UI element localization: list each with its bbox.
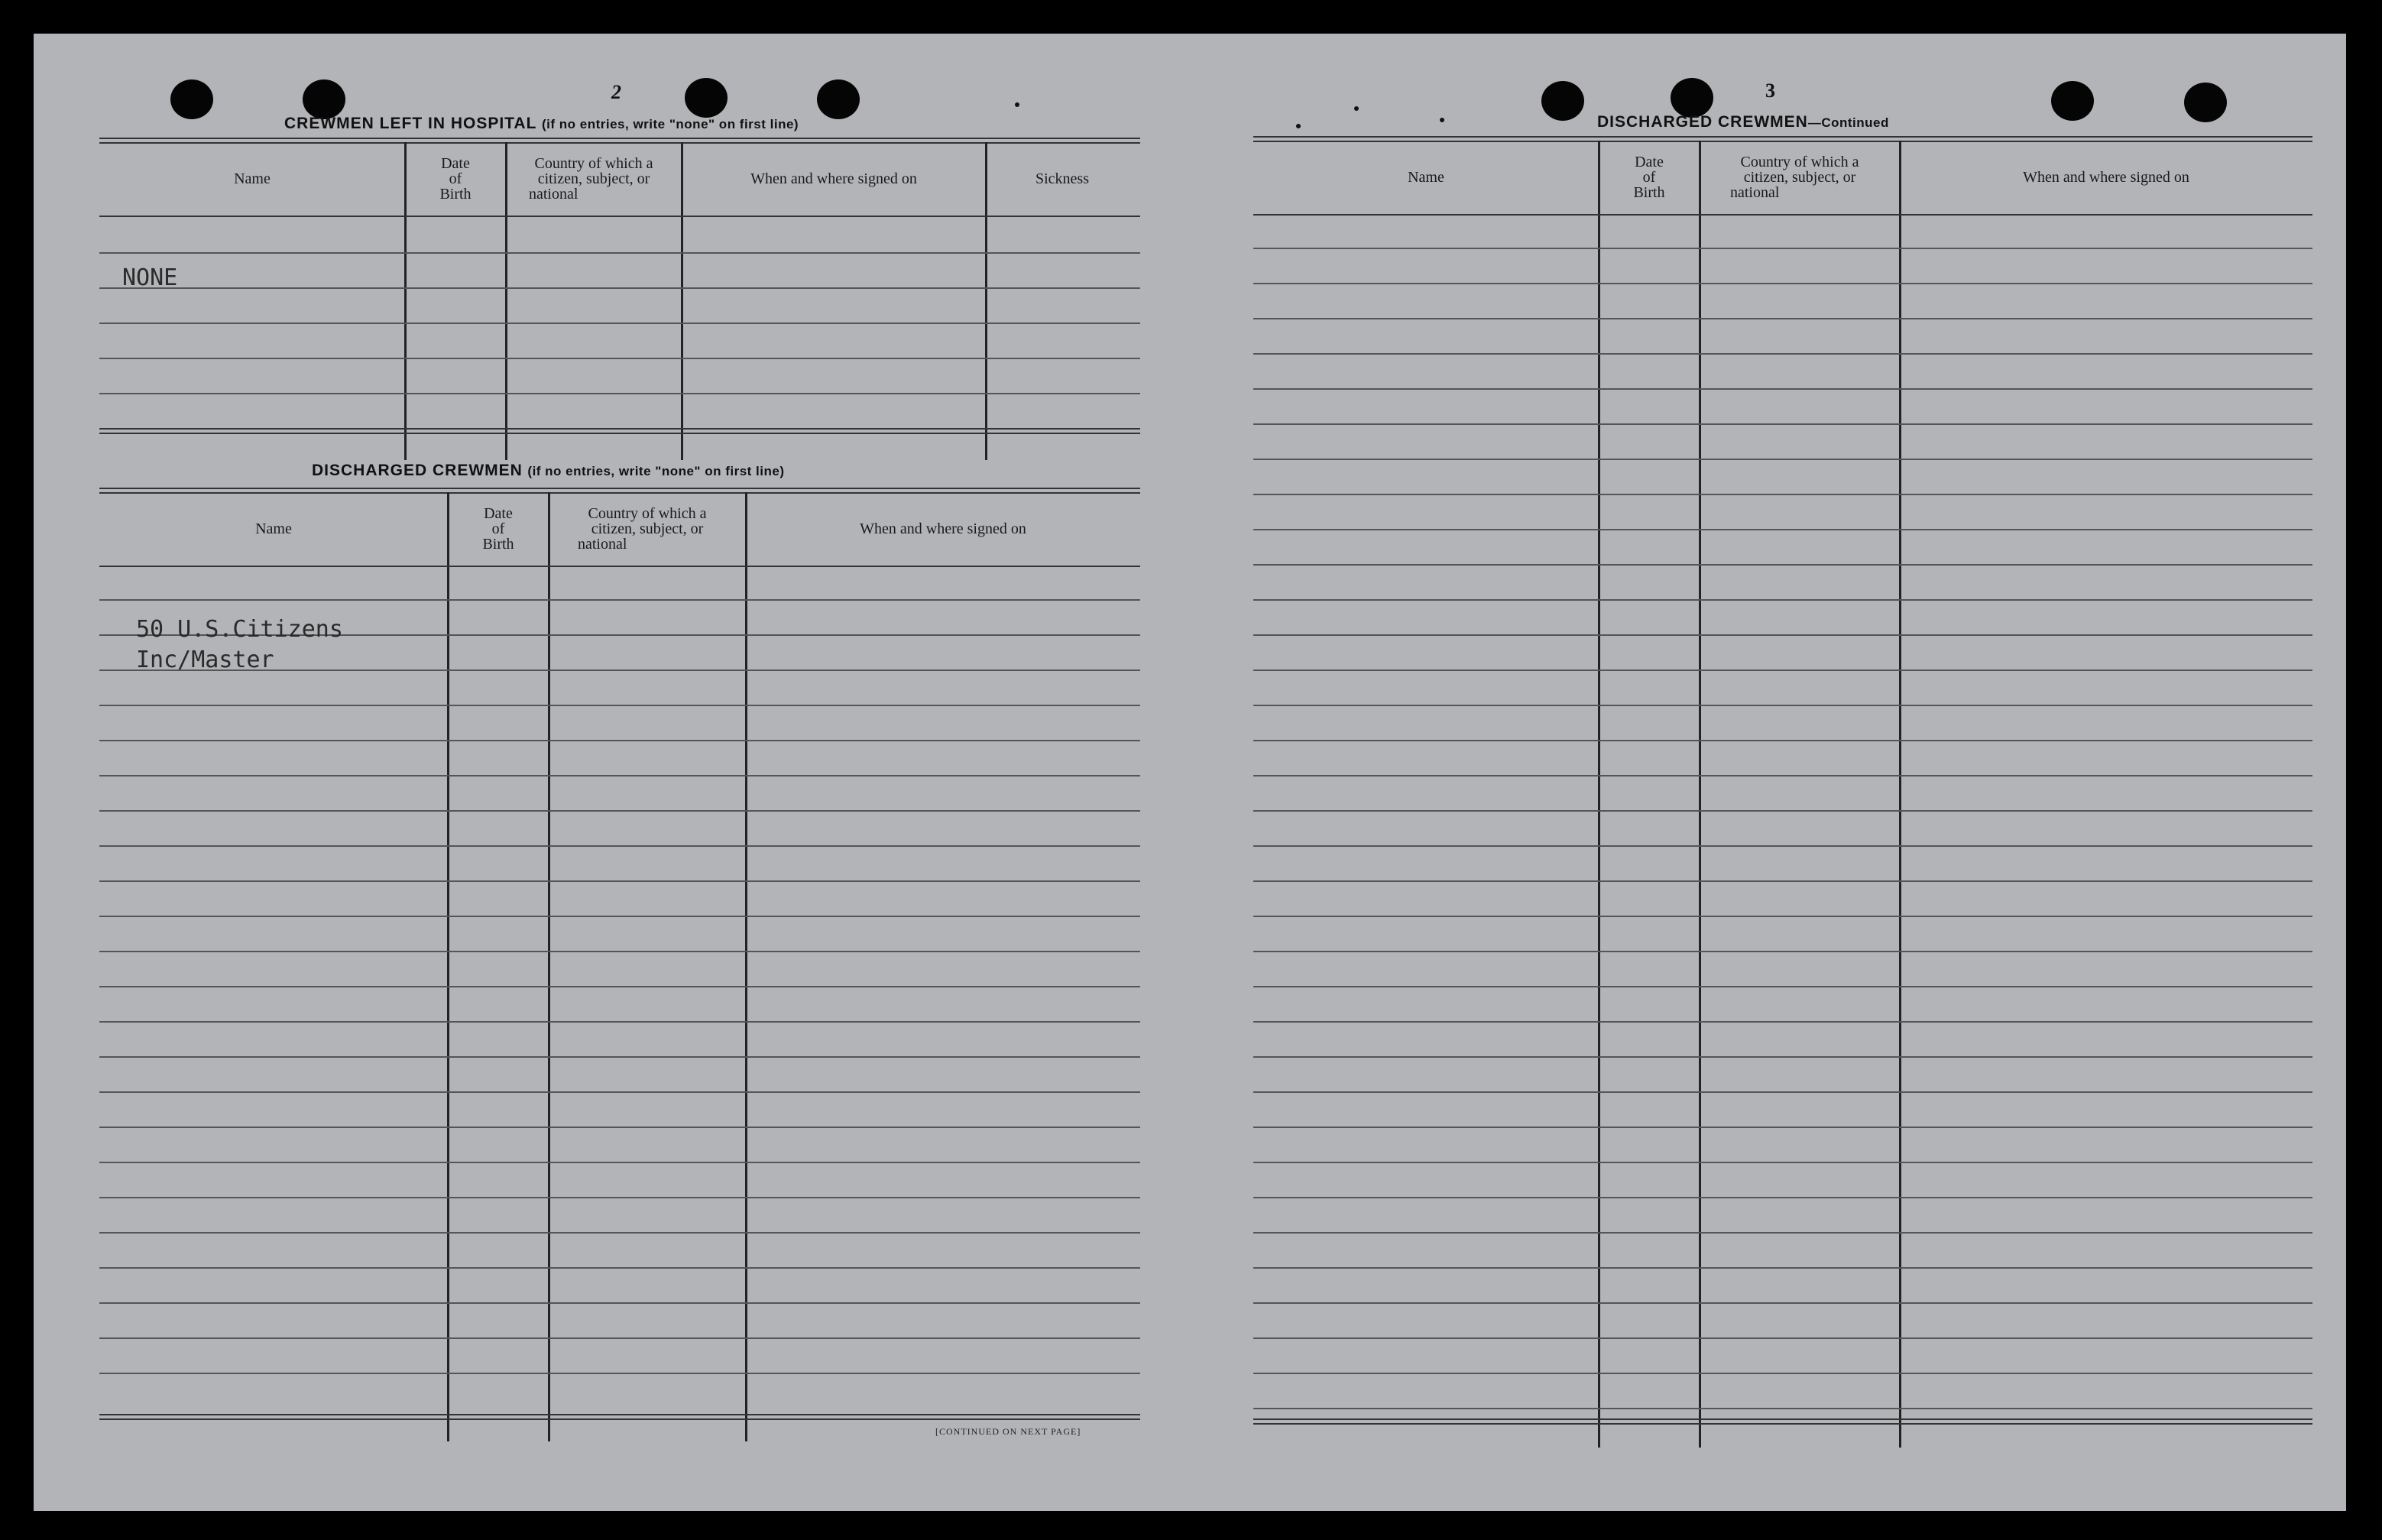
- ruled-line: [99, 1373, 1140, 1374]
- ruled-line: [1253, 705, 2312, 706]
- ruled-line: [1253, 388, 2312, 390]
- hospital-divider: [404, 142, 407, 460]
- continued-divider: [1598, 141, 1600, 1448]
- dob-line-1: Date: [1635, 154, 1664, 170]
- ruled-line: [1253, 810, 2312, 812]
- hospital-row-line: [99, 393, 1140, 394]
- country-line-1: Country of which a: [1740, 154, 1859, 170]
- ruled-line: [1253, 1337, 2312, 1339]
- ruled-line: [99, 775, 1140, 776]
- continued-col-country: [1700, 154, 1900, 200]
- punch-hole: [817, 79, 860, 119]
- ruled-line: [99, 1056, 1140, 1058]
- ruled-line: [99, 599, 1140, 601]
- discharged-title-text: DISCHARGED CREWMEN: [312, 462, 523, 479]
- ruled-line: [1253, 494, 2312, 495]
- ruled-line: [1253, 1056, 2312, 1058]
- ruled-line: [1253, 248, 2312, 249]
- discharged-col-name: Name: [255, 520, 292, 537]
- rule-double: [99, 428, 1140, 434]
- dob-line-3: Birth: [482, 536, 514, 553]
- ruled-line: [1253, 283, 2312, 284]
- continued-divider: [1699, 141, 1701, 1448]
- speck: [1440, 118, 1444, 122]
- ruled-line: [99, 1091, 1140, 1093]
- ruled-line: [1253, 951, 2312, 952]
- ruled-line: [1253, 1091, 2312, 1093]
- hospital-divider: [985, 142, 987, 460]
- ruled-line: [99, 916, 1140, 917]
- ruled-line: [99, 566, 1140, 567]
- hospital-section-title: [284, 115, 799, 133]
- ruled-line: [1253, 1373, 2312, 1374]
- ruled-line: [1253, 1408, 2312, 1409]
- dob-line-2: of: [491, 520, 505, 537]
- punch-hole: [1541, 81, 1584, 121]
- ruled-line: [1253, 459, 2312, 460]
- hospital-divider: [681, 142, 683, 460]
- dob-line-2: of: [449, 170, 462, 187]
- ruled-line: [99, 1267, 1140, 1269]
- rule-double: [99, 138, 1140, 144]
- country-line-1: Country of which a: [534, 155, 653, 172]
- punch-hole: [685, 78, 728, 118]
- ruled-line: [99, 986, 1140, 987]
- continued-note: [CONTINUED ON NEXT PAGE]: [935, 1426, 1081, 1437]
- ruled-line: [1253, 845, 2312, 847]
- ruled-line: [99, 1197, 1140, 1198]
- rule-double: [99, 1414, 1140, 1420]
- ruled-line: [1253, 1127, 2312, 1128]
- ruled-line: [1253, 1232, 2312, 1234]
- country-line-1: Country of which a: [588, 505, 707, 522]
- hospital-col-country: [506, 156, 682, 202]
- ruled-line: [1253, 353, 2312, 355]
- hospital-instruction: (if no entries, write "none" on first line): [542, 117, 799, 131]
- continued-col-signed-on: When and where signed on: [2023, 169, 2189, 186]
- dob-line-2: of: [1642, 169, 1656, 186]
- dob-line-1: Date: [484, 505, 513, 522]
- hospital-col-sickness: Sickness: [1035, 170, 1089, 187]
- ruled-line: [99, 880, 1140, 882]
- ruled-line: [1253, 318, 2312, 319]
- ruled-line: [99, 1232, 1140, 1234]
- ruled-line: [1253, 1162, 2312, 1163]
- ruled-line: [99, 1021, 1140, 1023]
- discharged-entry-line-2: Inc/Master: [136, 647, 274, 673]
- ruled-line: [1253, 1021, 2312, 1023]
- hospital-title-text: CREWMEN LEFT IN HOSPITAL: [284, 115, 537, 132]
- hospital-row-line: [99, 216, 1140, 217]
- ruled-line: [1253, 986, 2312, 987]
- discharged-instruction: (if no entries, write "none" on first line): [527, 464, 785, 478]
- rule-double: [99, 488, 1140, 494]
- ruled-line: [1253, 775, 2312, 776]
- discharged-entry-line-1: 50 U.S.Citizens: [136, 616, 343, 643]
- continued-col-name: Name: [1408, 169, 1444, 186]
- ruled-line: [1253, 214, 2312, 216]
- page-number-right: 3: [1765, 79, 1775, 102]
- hospital-divider: [505, 142, 507, 460]
- punch-hole: [2184, 83, 2227, 122]
- punch-hole: [170, 79, 213, 119]
- hospital-row-line: [99, 358, 1140, 359]
- continued-section-title: [1597, 113, 1889, 131]
- ruled-line: [99, 1337, 1140, 1339]
- ruled-line: [99, 845, 1140, 847]
- continued-title-text: DISCHARGED CREWMEN: [1597, 113, 1808, 131]
- hospital-entry: NONE: [122, 264, 178, 291]
- country-line-2: citizen, subject, or: [591, 520, 704, 537]
- ruled-line: [1253, 599, 2312, 601]
- ruled-line: [99, 1162, 1140, 1163]
- hospital-row-line: [99, 252, 1140, 254]
- ruled-line: [1253, 740, 2312, 741]
- hospital-col-signed-on: When and where signed on: [750, 170, 917, 187]
- hospital-row-line: [99, 323, 1140, 324]
- ruled-line: [1253, 1302, 2312, 1304]
- ruled-line: [1253, 529, 2312, 530]
- dob-line-3: Birth: [1633, 184, 1665, 201]
- discharged-col-signed-on: When and where signed on: [860, 520, 1026, 537]
- discharged-col-country: [549, 506, 746, 552]
- country-line-3: national: [578, 536, 627, 553]
- punch-hole: [1671, 78, 1713, 118]
- punch-hole: [2051, 81, 2094, 121]
- ruled-line: [1253, 634, 2312, 636]
- ruled-line: [1253, 564, 2312, 566]
- rule-double: [1253, 1418, 2312, 1425]
- continued-suffix: —Continued: [1807, 115, 1889, 130]
- ruled-line: [1253, 423, 2312, 425]
- ruled-line: [1253, 669, 2312, 671]
- punch-hole: [303, 79, 345, 119]
- country-line-2: citizen, subject, or: [1743, 169, 1856, 186]
- ruled-line: [1253, 1197, 2312, 1198]
- country-line-3: national: [529, 186, 578, 203]
- continued-divider: [1899, 141, 1901, 1448]
- country-line-3: national: [1730, 184, 1780, 201]
- speck: [1015, 102, 1019, 107]
- discharged-col-dob: [448, 506, 549, 552]
- ruled-line: [99, 1302, 1140, 1304]
- ruled-line: [1253, 916, 2312, 917]
- ruled-line: [1253, 1267, 2312, 1269]
- ruled-line: [99, 810, 1140, 812]
- speck: [1354, 106, 1359, 111]
- country-line-2: citizen, subject, or: [537, 170, 650, 187]
- ruled-line: [99, 1127, 1140, 1128]
- dob-line-3: Birth: [439, 186, 472, 203]
- discharged-section-title: [312, 462, 785, 480]
- hospital-col-dob: [405, 156, 506, 202]
- continued-col-dob: [1599, 154, 1700, 200]
- ruled-line: [99, 705, 1140, 706]
- rule-double: [1253, 136, 2312, 142]
- hospital-row-line: [99, 287, 1140, 289]
- ruled-line: [99, 951, 1140, 952]
- speck: [1296, 124, 1301, 128]
- dob-line-1: Date: [441, 155, 470, 172]
- hospital-col-name: Name: [234, 170, 271, 187]
- ruled-line: [1253, 880, 2312, 882]
- page-number-left: 2: [611, 81, 621, 103]
- ruled-line: [99, 740, 1140, 741]
- form-sheet: [34, 34, 2346, 1511]
